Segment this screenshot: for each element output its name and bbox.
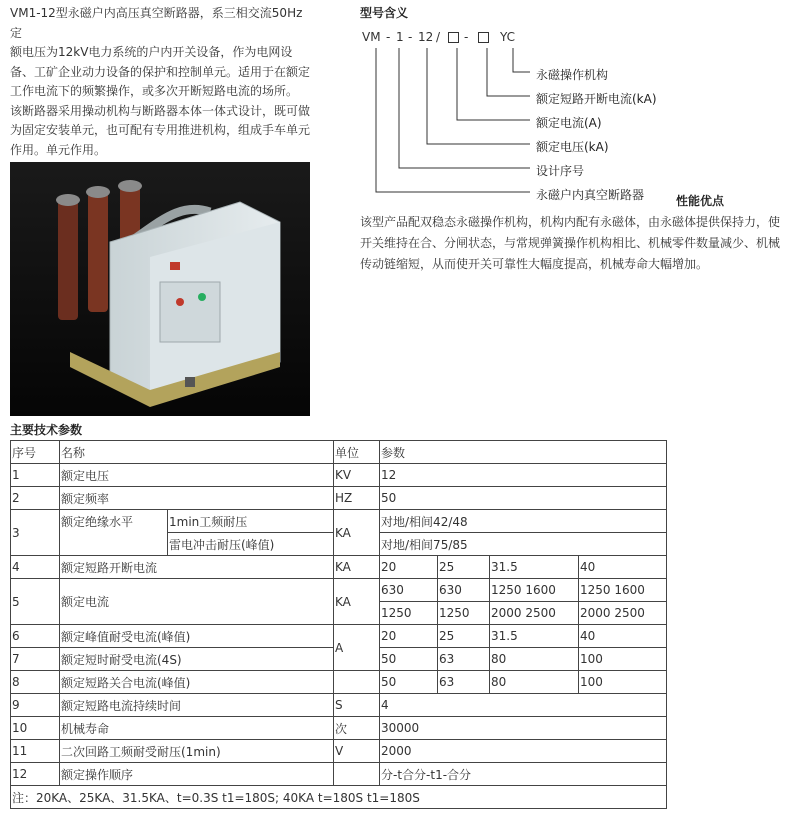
table-row xyxy=(11,464,667,487)
cell: 11 xyxy=(11,740,60,763)
cell: 12 xyxy=(380,464,667,487)
cell: KA xyxy=(334,556,380,579)
cell: 2 xyxy=(11,487,60,510)
cell: 额定短路关合电流(峰值) xyxy=(60,671,334,694)
performance-paragraph xyxy=(360,212,780,275)
cell: 额定电压 xyxy=(60,464,334,487)
cell: 20 xyxy=(380,556,438,579)
cell: 9 xyxy=(11,694,60,717)
cell: 额定绝缘水平 xyxy=(60,510,168,556)
cell: 63 xyxy=(438,648,490,671)
cell: 3 xyxy=(11,510,60,556)
table-row xyxy=(11,579,667,602)
table-row xyxy=(11,671,667,694)
cell: 1250 1600 xyxy=(579,579,667,602)
code-dash: - xyxy=(464,30,469,44)
label-breaker-type: 永磁户内真空断路器 xyxy=(536,188,645,202)
performance-line: 传动链缩短，从而使开关可靠性大幅度提高，机械寿命大幅增加。 xyxy=(360,257,709,271)
code-dash: - xyxy=(408,30,413,44)
cell: 对地/相间42/48 xyxy=(380,510,667,533)
cell: 对地/相间75/85 xyxy=(380,533,667,556)
cell: 25 xyxy=(438,625,490,648)
cell: 630 xyxy=(380,579,438,602)
intro-line: 额电压为12kV电力系统的户内开关设备，作为电网设 xyxy=(10,45,293,59)
performance-line: 该型产品配双稳态永磁操作机构，机构内配有永磁体，由永磁体提供保持力，使 xyxy=(360,215,781,229)
table-note-row xyxy=(11,786,667,809)
performance-heading: 性能优点 xyxy=(676,194,725,208)
cell: HZ xyxy=(334,487,380,510)
cell: 80 xyxy=(490,671,579,694)
code-dash: - xyxy=(386,30,391,44)
table-row xyxy=(11,717,667,740)
model-meaning-heading: 型号含义 xyxy=(360,6,409,20)
cell: 7 xyxy=(11,648,60,671)
spec-table xyxy=(10,440,667,809)
cell: 12 xyxy=(11,763,60,786)
cell: 分-t合分-t1-合分 xyxy=(380,763,667,786)
cell: 5 xyxy=(11,579,60,625)
cell: 1min工频耐压 xyxy=(168,510,334,533)
table-row xyxy=(11,556,667,579)
cell: 100 xyxy=(579,648,667,671)
cell: 1 xyxy=(11,464,60,487)
header-cell: 单位 xyxy=(334,441,380,464)
cell: 2000 2500 xyxy=(490,602,579,625)
header-cell: 序号 xyxy=(11,441,60,464)
intro-line: 备、工矿企业动力设备的保护和控制单元。适用于在额定 xyxy=(10,64,311,79)
table-row xyxy=(11,510,667,533)
cell: 额定操作顺序 xyxy=(60,763,334,786)
cell: 额定短路开断电流 xyxy=(60,556,334,579)
intro-line: 作用。单元作用。 xyxy=(10,142,107,157)
cell: 额定电流 xyxy=(60,579,334,625)
table-row xyxy=(11,487,667,510)
cell xyxy=(334,763,380,786)
code-vm: VM xyxy=(362,30,381,44)
cell: KV xyxy=(334,464,380,487)
cell: 10 xyxy=(11,717,60,740)
cell: 8 xyxy=(11,671,60,694)
code-one: 1 xyxy=(396,30,404,44)
spec-heading: 主要技术参数 xyxy=(10,423,83,437)
table-row xyxy=(11,694,667,717)
label-rated-voltage: 额定电压(kA) xyxy=(536,140,609,154)
cell: 80 xyxy=(490,648,579,671)
cell: 31.5 xyxy=(490,625,579,648)
product-photo xyxy=(10,162,310,416)
label-design-serial: 设计序号 xyxy=(536,164,585,178)
cell: V xyxy=(334,740,380,763)
cell xyxy=(334,671,380,694)
cell: 20 xyxy=(380,625,438,648)
cell: 雷电冲击耐压(峰值) xyxy=(168,533,334,556)
table-row xyxy=(11,763,667,786)
cell: S xyxy=(334,694,380,717)
cell: 额定频率 xyxy=(60,487,334,510)
cell: 机械寿命 xyxy=(60,717,334,740)
cell: 4 xyxy=(380,694,667,717)
model-code-tree xyxy=(360,44,700,209)
cell: 4 xyxy=(11,556,60,579)
cell: 额定峰值耐受电流(峰值) xyxy=(60,625,334,648)
intro-line: 为固定安装单元，也可配有专用推进机构，组成手车单元 xyxy=(10,123,311,137)
cell: 50 xyxy=(380,648,438,671)
cell: 40 xyxy=(579,556,667,579)
cell: 630 xyxy=(438,579,490,602)
cell: 100 xyxy=(579,671,667,694)
table-note: 注：20KA、25KA、31.5KA、t=0.3S t1=180S; 40KA t=180S t1=180S xyxy=(11,786,667,809)
cell: 1250 xyxy=(380,602,438,625)
cell: 额定短时耐受电流(4S) xyxy=(60,648,334,671)
table-row xyxy=(11,625,667,648)
intro-line: VM1-12型永磁户内高压真空断路器，系三相交流50Hz定 xyxy=(10,6,303,40)
code-yc: YC xyxy=(500,30,516,44)
cell: 30000 xyxy=(380,717,667,740)
cell: 二次回路工频耐受耐压(1min) xyxy=(60,740,334,763)
cell: 2000 2500 xyxy=(579,602,667,625)
header-cell: 参数 xyxy=(380,441,667,464)
cell: KA xyxy=(334,579,380,625)
label-short-circuit-current: 额定短路开断电流(kA) xyxy=(536,92,657,106)
cell: 40 xyxy=(579,625,667,648)
breaker-illustration xyxy=(10,162,310,416)
code-twelve: 12 xyxy=(418,30,434,44)
cell: 31.5 xyxy=(490,556,579,579)
cell: 额定短路电流持续时间 xyxy=(60,694,334,717)
performance-line: 开关维持在合、分闸状态，与常规弹簧操作机构相比、机械零件数量减少、机械 xyxy=(360,236,781,250)
cell: 6 xyxy=(11,625,60,648)
cell: KA xyxy=(334,510,380,556)
intro-line: 该断路器采用操动机构与断路器本体一体式设计，既可做 xyxy=(10,103,311,118)
cell: 次 xyxy=(334,717,380,740)
code-slash: / xyxy=(436,30,441,44)
cell: 50 xyxy=(380,671,438,694)
cell: 25 xyxy=(438,556,490,579)
cell: 1250 xyxy=(438,602,490,625)
cell: 1250 1600 xyxy=(490,579,579,602)
cell: 63 xyxy=(438,671,490,694)
label-rated-current: 额定电流(A) xyxy=(536,116,602,130)
intro-line: 工作电流下的频繁操作，或多次开断短路电流的场所。 xyxy=(10,84,299,98)
header-cell: 名称 xyxy=(60,441,334,464)
cell: 50 xyxy=(380,487,667,510)
cell: 2000 xyxy=(380,740,667,763)
intro-paragraph xyxy=(10,4,312,160)
table-header-row xyxy=(11,441,667,464)
cell: A xyxy=(334,625,380,671)
label-magnet-mechanism: 永磁操作机构 xyxy=(536,68,609,82)
table-row xyxy=(11,740,667,763)
